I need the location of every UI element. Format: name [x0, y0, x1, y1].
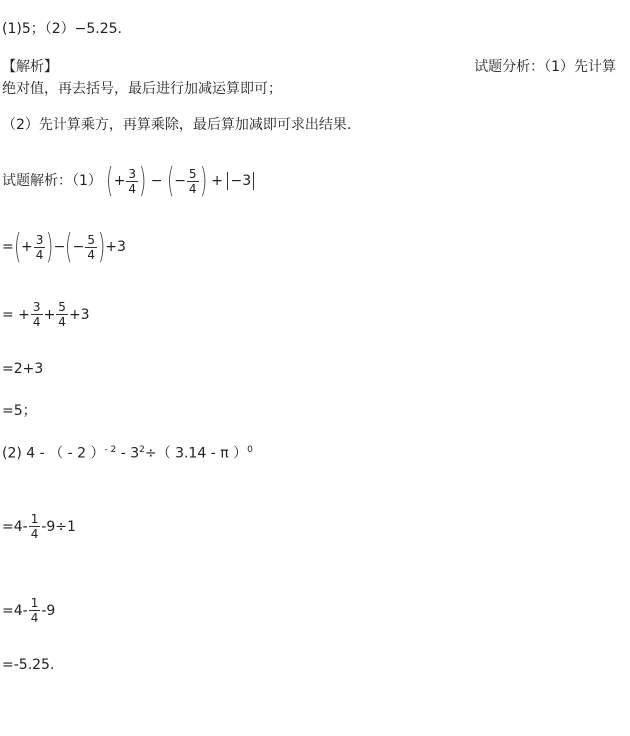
answer-line: (1)5；（2）−5.25.	[2, 21, 122, 37]
fraction-numerator: 3	[32, 300, 41, 314]
fraction-denominator: 4	[188, 181, 197, 196]
fraction-numerator: 5	[58, 300, 66, 314]
fraction-denominator: 4	[35, 247, 44, 262]
solution-line-7	[2, 596, 55, 625]
fraction	[29, 596, 41, 625]
close-paren: )	[98, 227, 106, 267]
prefix: =4-	[2, 518, 28, 535]
fraction-denominator: 4	[128, 181, 137, 196]
solution-line-5: =5；	[2, 403, 37, 419]
open-paren: (	[13, 227, 22, 267]
solution-line-2	[2, 227, 126, 267]
fraction-numerator: 3	[35, 232, 44, 247]
solution-line-8: =-5.25.	[2, 657, 55, 673]
suffix: -9	[41, 602, 56, 619]
fraction	[187, 167, 199, 196]
analysis-hint-line3: （2）先计算乘方，再算乘除，最后算加减即可求出结果.	[2, 117, 352, 133]
prefix: =4-	[2, 602, 28, 619]
plus-sign: +	[211, 173, 224, 189]
solution-label: 试题解析：（1）	[2, 173, 102, 189]
part2-head: (2) 4 - （ - 2 ）	[2, 445, 105, 462]
fraction-numerator: 1	[30, 596, 39, 610]
fraction	[34, 233, 46, 262]
solution-line-3	[2, 300, 90, 329]
open-paren: (	[166, 161, 175, 201]
fraction-denominator: 4	[87, 247, 96, 262]
solution-line-6	[2, 512, 76, 541]
minus-sign: −	[174, 173, 186, 189]
suffix: -9÷1	[41, 518, 76, 535]
analysis-hint-label: 试题分析：（1）先计算	[474, 59, 616, 75]
plus-sign: +	[21, 239, 33, 255]
plus-sign: +	[113, 173, 126, 189]
fraction-numerator: 1	[30, 512, 39, 526]
fraction	[56, 300, 68, 329]
solution-line-4: =2+3	[2, 361, 44, 377]
fraction	[31, 300, 43, 329]
fraction	[85, 233, 97, 262]
analysis-heading: 【解析】	[2, 59, 58, 75]
part2-mid: - 3	[116, 445, 140, 462]
minus-sign: −	[150, 173, 163, 189]
equals-sign: = +	[2, 306, 30, 323]
fraction-numerator: 5	[188, 166, 197, 181]
exponent: - 2	[104, 445, 117, 455]
exponent: 2	[139, 445, 145, 455]
close-paren: )	[46, 227, 54, 267]
open-paren: (	[65, 227, 73, 267]
fraction-denominator: 4	[32, 315, 41, 329]
fraction-numerator: 3	[128, 166, 137, 181]
fraction-denominator: 4	[30, 527, 39, 541]
fraction	[126, 167, 138, 196]
plus-sign: +	[43, 306, 56, 323]
tail: +3	[68, 306, 90, 323]
close-paren: )	[199, 161, 207, 201]
fraction-denominator: 4	[30, 611, 39, 625]
analysis-hint-line2: 绝对值，再去括号，最后进行加减运算即可；	[2, 81, 282, 97]
part2-expression	[2, 446, 253, 461]
part2-tail: ÷（ 3.14 - π ）	[144, 445, 248, 462]
solution-line-1	[2, 161, 254, 201]
close-paren: )	[139, 161, 147, 201]
fraction	[29, 512, 41, 541]
equals-sign: =	[2, 239, 14, 255]
absolute-value: −3	[227, 172, 254, 190]
tail: +3	[105, 239, 126, 255]
minus-sign: −	[72, 239, 85, 255]
exponent: 0	[247, 445, 253, 455]
open-paren: (	[106, 161, 114, 201]
fraction-denominator: 4	[58, 315, 66, 329]
minus-sign: −	[53, 239, 66, 255]
fraction-numerator: 5	[87, 232, 96, 247]
